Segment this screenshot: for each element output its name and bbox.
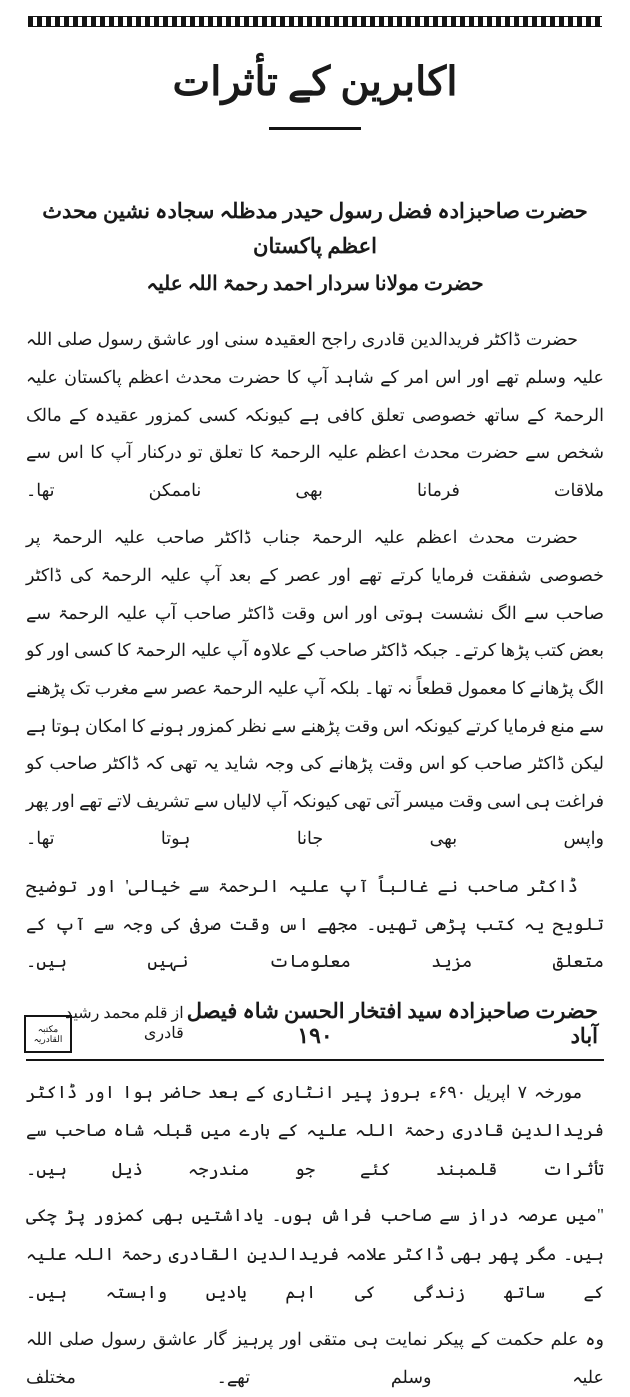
heading-line-1: حضرت صاحبزادہ فضل رسول حیدر مدظلہ سجادہ نشین محدث اعظم پاکستان: [42, 199, 588, 258]
paragraph: ڈاکٹر صاحب نے غالباً آپ علیہ الرحمۃ سے خیالی' اور توضیح تلویح یہ کتب پڑھی تھیں۔ مجھے اس وقت صرفی کی وجہ سے آپ کے متعلق مزید معلومات نہیں ہیں۔: [26, 876, 604, 972]
section-heading: [26, 194, 604, 301]
heading-line-2: حضرت مولانا سردار احمد رحمۃ اللہ علیہ: [146, 273, 484, 296]
page-number: ۱۹۰: [297, 1023, 333, 1048]
body-text: [26, 321, 604, 981]
library-stamp: مکتبہ القادریہ: [24, 1015, 72, 1053]
section-divider: [26, 1059, 604, 1061]
signature-name: حضرت صاحبزادہ سید افتخار الحسن شاہ فیصل آباد: [186, 998, 598, 1048]
paragraph: مورخہ ۷ اپریل ۶۹۰ء بروز پیر انٹاری کے بعد حاضر ہوا اور ڈاکٹر فریدالدین قادری رحمۃ اللہ علیہ کے بارے میں قبلہ شاہ صاحب سے تأثرات قلمبند کئے جو مندرجہ ذیل ہیں۔: [26, 1081, 604, 1179]
page-footer: [0, 1013, 630, 1053]
paragraph: حضرت ڈاکٹر فریدالدین قادری راجح العقیدہ سنی اور عاشق رسول صلی اللہ علیہ وسلم تھے اور اس امر کے شاہد آپ کا حضرت محدث اعظم پاکستان علیہ الرحمۃ کے ساتھ خصوصی تعلق کافی ہے کیونکہ کسی کمزور عقیدہ کے مالک شخص سے حضرت محدث اعظم علیہ الرحمۃ کا تعلق تو درکنار آپ کا اس سے ملاقات فرمانا بھی ناممکن تھا۔: [26, 329, 604, 500]
signature-scribe: از قلم محمد رشید قادری: [65, 1004, 184, 1042]
paragraph: حضرت محدث اعظم علیہ الرحمۃ جناب ڈاکٹر صاحب علیہ الرحمۃ پر خصوصی شفقت فرمایا کرتے تھے اور عصر کے بعد آپ علیہ الرحمۃ کی ڈاکٹر صاحب سے الگ نشست ہوتی اور اس وقت ڈاکٹر صاحب آپ علیہ الرحمۃ سے بعض کتب پڑھا کرتے۔ جبکہ ڈاکٹر صاحب کے علاوہ آپ علیہ الرحمۃ کا کسی اور کو الگ پڑھانے کا معمول قطعاً نہ تھا۔ بلکہ آپ علیہ الرحمۃ عصر سے مغرب تک پڑھنے سے منع فرمایا کرتے کیونکہ اس وقت پڑھنے سے نظر کمزور ہونے کا امکان ہوتا ہے لیکن ڈاکٹر صاحب کو اس وقت پڑھانے کی وجہ شاید یہ تھی کہ ڈاکٹر صاحب کو فراغت ہی اسی وقت میسر آتی تھی کیونکہ آپ لالیاں سے تشریف لاتے تھے اور پھر واپس بھی جانا ہوتا تھا۔: [26, 527, 604, 849]
paragraph: وہ علم حکمت کے پیکر نمایت ہی متقی اور پرہیز گار عاشق رسول صلی اللہ علیہ وسلم تھے۔ مختلف: [26, 1328, 604, 1388]
decorative-top-rule: [28, 16, 602, 27]
title-underline: [269, 127, 361, 130]
page-title: اکابرین کے تأثرات: [172, 59, 458, 104]
paragraph: "میں عرصہ دراز سے صاحب فراش ہوں۔ یاداشتیں بھی کمزور پڑ چکی ہیں۔ مگر پھر بھی ڈاکٹر علامہ فریدالدین القادری رحمۃ اللہ علیہ کے ساتھ زندگی کی اہم یادیں وابستہ ہیں۔: [26, 1205, 604, 1303]
tail-text: [26, 1073, 604, 1397]
